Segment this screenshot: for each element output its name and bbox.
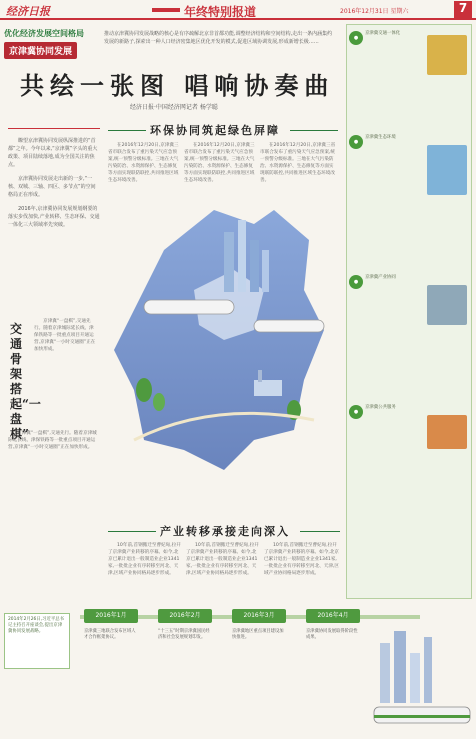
train-stripe [374,715,470,718]
timeline-year: 2016年1月 [84,609,138,623]
sidebar-image [427,415,467,449]
env-paragraph: 在2016年12月20日,京津冀三省市联合发布了重污染天气应急预案,统一预警分级标准。三地在大气污染防治、水资源保护、生态修复等方面实现联防联控,共同推进区域生态环境改善。 [108,143,179,183]
page-number: 7 [454,1,472,18]
transport-paragraph: 京津冀“一盘棋”,交通先行。随着京津城际延长线、津保铁路等一批重点项目开通运营,京津冀“一小时交通圈”正在加快形成。 [8,431,97,450]
headline: 共绘一张图 唱响协奏曲 [20,71,335,100]
train-icon [144,300,234,314]
region-map-illustration [104,140,340,518]
left-column [8,128,100,235]
left-paragraph: 京津冀协同发展走出新的一步,“一核、双城、三轴、四区、多节点”的空间格局正在形成。 [8,176,96,198]
tree-icon [153,393,165,411]
section-title-environment: 环保协同筑起绿色屏障 [150,124,280,137]
building-icon [394,631,406,703]
sidebar-image [427,285,467,325]
title-rule [108,531,156,532]
transport-text [34,318,98,355]
factory-icon [258,370,262,382]
env-paragraph: 在2016年12月20日,京津冀三省市联合发布了重污染天气应急预案,统一预警分级标准。三地在大气污染防治、水资源保护、生态修复等方面实现联防联控,共同推进区域生态环境改善。 [260,143,336,183]
sidebar-item: 京津冀公共服务 [365,405,396,410]
industry-paragraph: 10年前,首钢搬迁至曹妃甸,拉开了京津冀产业转移的序幕。如今,北京已累计退出一般制造业企业1341家,一批批企业有序转移至河北、天津,区域产业协同格局逐步形成。 [264,543,339,576]
newspaper-logo: 经济日报 [6,5,50,18]
timeline-year: 2016年3月 [232,609,286,623]
timeline-year: 2016年2月 [158,609,212,623]
building-icon [224,232,234,292]
masthead [0,0,476,20]
timeline-text: “十三五”时期京津冀国民经济和社会发展规划印发。 [158,629,210,640]
timeline [0,603,476,739]
special-report-title: 年终特别报道 [184,5,257,19]
building-icon [250,240,259,292]
timeline-year: 2016年4月 [306,609,360,623]
vertical-section-title: 交通骨架搭起“一盘棋” [10,322,41,441]
industry-text-col2 [186,542,260,579]
building-icon [380,643,390,703]
timeline-text: 京津冀地区重点项目建设加快推进。 [232,629,284,640]
tree-icon [136,378,152,402]
building-icon [424,637,432,703]
sidebar-bullet-icon: ● [349,135,363,149]
industry-paragraph: 10年前,首钢搬迁至曹妃甸,拉开了京津冀产业转移的序幕。如今,北京已累计退出一般制造业企业1341家,一批批企业有序转移至河北、天津,区域产业协同格局逐步形成。 [186,543,259,576]
env-paragraph: 在2016年12月20日,京津冀三省市联合发布了重污染天气应急预案,统一预警分级标准。三地在大气污染防治、水资源保护、生态修复等方面实现联防联控,共同推进区域生态环境改善。 [184,143,255,183]
map-region-shape [114,210,324,470]
dateline: 2016年12月31日 星期六 [340,8,409,15]
title-rule [300,531,340,532]
sidebar-image [427,35,467,75]
timeline-text: 京津冀协同发展取得阶段性成果。 [306,629,358,640]
section-title-industry: 产业转移承接走向深入 [160,525,290,538]
transport-paragraph: 京津冀“一盘棋”,交通先行。随着京津城际延长线、津保铁路等一批重点项目开通运营,京津冀“一小时交通圈”正在加快形成。 [34,319,96,352]
sidebar-bullet-icon: ● [349,405,363,419]
building-icon [238,220,246,292]
building-icon [262,250,269,292]
transport-text-cont [8,430,100,453]
factory-icon [254,380,282,396]
city-train-illustration [370,623,474,735]
title-rule [108,130,146,131]
intro-paragraph: 推动京津冀协同发展战略的核心是有序疏解北京非首都功能,调整经济结构和空间结构,走出一条内涵集约发展的新路子,探索出一种人口经济密集地区优化开发的模式,促进区域协调发展,形成新增长极…… [104,31,333,45]
industry-text-col3 [264,542,340,579]
timeline-text: 京津冀三地联合发布区域人才合作框架协议。 [84,629,136,640]
industry-paragraph: 10年前,首钢搬迁至曹妃甸,拉开了京津冀产业转移的序幕。如今,北京已累计退出一般制造业企业1341家,一批批企业有序转移至河北、天津,区域产业协同格局逐步形成。 [108,543,181,576]
timeline-intro-box: 2014年2月26日,习近平总书记主持召开座谈会,提出京津冀协同发展战略。 [4,613,70,669]
badge-title: 京津冀协同发展 [4,42,77,59]
train-icon [254,320,324,332]
title-rule [290,130,338,131]
building-icon [410,653,420,703]
sidebar-image [427,145,467,195]
sidebar-item: 京津冀生态环境 [365,135,396,140]
left-paragraph: 瞭望京津冀协同发展纵深推进的“首都”之年。今年以来,“京津冀”字头的重大政策、项目陆续落地,成为全国关注的焦点。 [8,138,98,168]
sidebar-bullet-icon: ● [349,31,363,45]
badge-subtitle: 优化经济发展空间格局 [4,29,84,38]
industry-text-col1 [108,542,182,579]
sidebar-item: 京津冀产业协同 [365,275,396,280]
byline: 经济日报·中国经济网记者 杨学聪 [130,104,218,111]
section-badge [4,28,98,60]
right-sidebar [346,24,472,599]
masthead-accent-bar [152,8,180,12]
sidebar-item: 京津冀交通一体化 [365,31,401,36]
left-paragraph: 2016年,京津冀协同发展规划纲要的落实步伐加快,产业转移、生态环保、交通一体化三大领域率先突破。 [8,206,100,228]
sidebar-bullet-icon: ● [349,275,363,289]
